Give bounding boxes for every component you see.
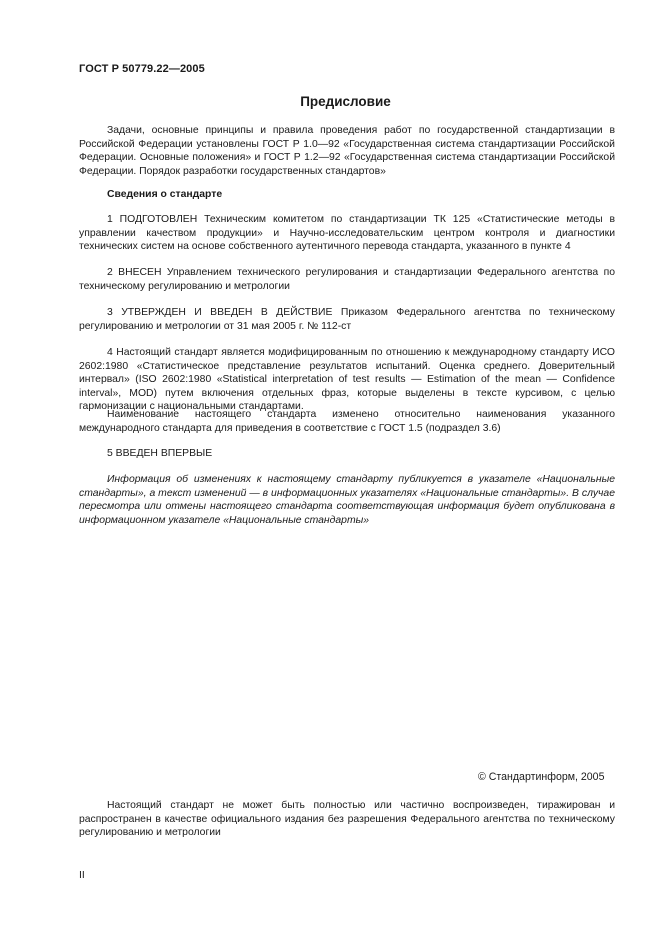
item-4-modified: 4 Настоящий стандарт является модифицированным по отношению к международному стандарту ИСО 2602:1980 «Статистическое представление результатов испытаний. Оценка среднего. Доверительный интервал» (ISO 2602:1980 «Statistical interpretation of test results — Estimation of the mean — Confidence interval», MOD) путем включения отдельных фраз, которые выделены в тексте курсивом, с целью гармонизации с национальными стандартами. <box>79 347 615 413</box>
copyright-line: © Стандартинформ, 2005 <box>478 771 605 783</box>
info-notice: Информация об изменениях к настоящему стандарту публикуется в указателе «Национальные стандарты», а текст изменений — в информационных указателях «Национальные стандарты». В случае пересмотра или отмены настоящего стандарта соответствующая информация будет опубликована в информационном указателе «Национальные стандарты» <box>79 474 615 526</box>
reproduction-notice: Настоящий стандарт не может быть полностью или частично воспроизведен, тиражирован и распространен в качестве официального издания без разрешения Федерального агентства по техническому регулированию и метрологии <box>79 800 615 839</box>
intro-paragraph: Задачи, основные принципы и правила проведения работ по государственной стандартизации в Российской Федерации установлены ГОСТ Р 1.0—92 «Государственная система стандартизации Российской Федерации. Основные положения» и ГОСТ Р 1.2—92 «Государственная система стандартизации Российской Федерации. Порядок разработки государственных стандартов» <box>79 125 615 177</box>
standard-code-header: ГОСТ Р 50779.22—2005 <box>79 63 205 75</box>
item-5-first-introduced: 5 ВВЕДЕН ВПЕРВЫЕ <box>107 448 213 459</box>
item-1-prepared: 1 ПОДГОТОВЛЕН Техническим комитетом по стандартизации ТК 125 «Статистические методы в управлении качеством продукции» и Научно-исследовательским центром контроля и диагностики технических систем на основе собственного аутентичного перевода стандарта, указанного в пункте 4 <box>79 214 615 253</box>
item-4-name-note: Наименование настоящего стандарта изменено относительно наименования указанного международного стандарта для приведения в соответствие с ГОСТ 1.5 (подраздел 3.6) <box>79 409 615 434</box>
page-number: II <box>79 870 85 881</box>
section-heading: Сведения о стандарте <box>107 189 223 200</box>
item-3-approved: 3 УТВЕРЖДЕН И ВВЕДЕН В ДЕЙСТВИЕ Приказом Федерального агентства по техническому регулированию и метрологии от 31 мая 2005 г. № 112-ст <box>79 307 615 332</box>
page-title: Предисловие <box>300 94 391 109</box>
item-2-introduced: 2 ВНЕСЕН Управлением технического регулирования и стандартизации Федерального агентства по техническому регулированию и метрологии <box>79 267 615 292</box>
